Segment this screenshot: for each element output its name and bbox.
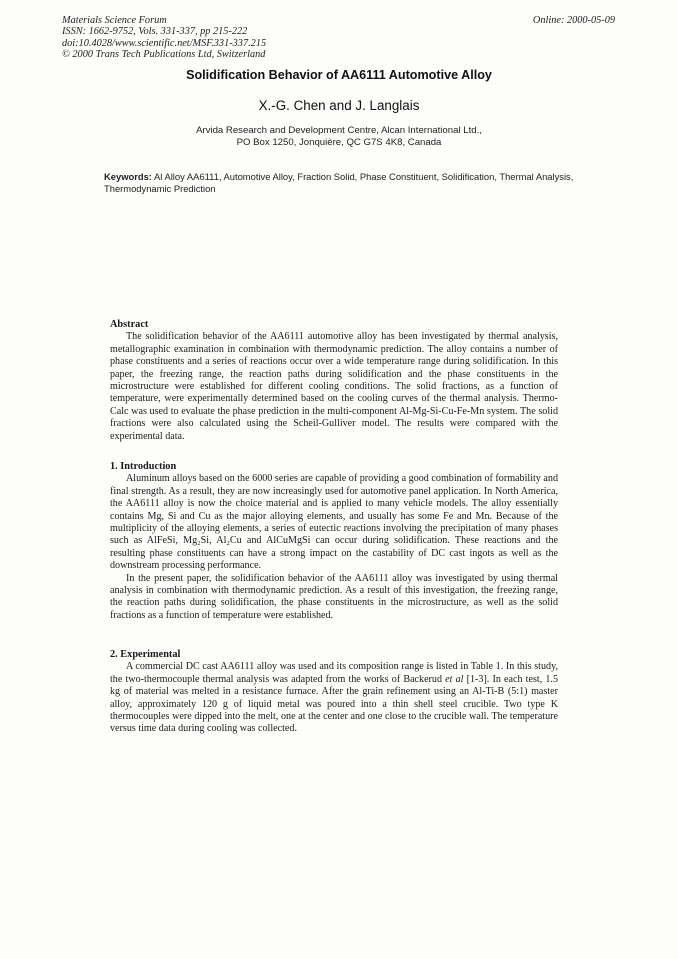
experimental-paragraph xyxy=(110,661,558,735)
introduction-paragraph-1: Aluminum alloys based on the 6000 series are capable of providing a good combination of formability and final strength. As a result, they are now increasingly used for automotive panel application. In North America, the AA6111 alloy is now the choice material and is applied to many vehicle models. The alloy essentially contains Mg, Si and Cu as the major alloying elements, and usually has some Fe and Mn. Because of the multiplicity of the alloying elements, a series of eutectic reactions involving the precipitation of many phases such as AlFeSi, Mg₂Si, Al₂Cu and AlCuMgSi can occur during solidification. These reactions and the resulting phase constituents can have a strong impact on the castability of DC cast ingots as well as the downstream processing performance. xyxy=(110,473,558,572)
affiliation xyxy=(0,125,678,149)
experimental-text-b: [1-3]. In each test, 1.5 kg of material was melted in a resistance furnace. After the grain refinement using an Al-Ti-B (5:1) master alloy, approximately 120 g of liquid metal was poured into a thin shell steel crucible. Two type K thermocouples were dipped into the melt, one at the center and one close to the crucible wall. The temperature versus time data during cooling was collected. xyxy=(110,673,558,735)
doi-line[interactable]: doi:10.4028/www.scientific.net/MSF.331-337.215 xyxy=(62,37,267,49)
et-al-italic: et al xyxy=(445,673,464,685)
keywords-block xyxy=(104,171,574,195)
issn-line: ISSN: 1662-9752, Vols. 331-337, pp 215-222 xyxy=(62,26,248,38)
experimental-text-a: A commercial DC cast AA6111 alloy was used and its composition range is listed in Table 1. In this study, the two-thermocouple thermal analysis was adapted from the works of Backerud xyxy=(110,661,558,685)
keywords-text: Al Alloy AA6111, Automotive Alloy, Fraction Solid, Phase Constituent, Solidification, Thermal Analysis, Thermodynamic Prediction xyxy=(104,171,574,194)
experimental-section xyxy=(110,649,558,736)
journal-name: Materials Science Forum xyxy=(62,15,167,26)
online-date: Online: 2000-05-09 xyxy=(532,15,615,26)
introduction-heading: 1. Introduction xyxy=(110,461,177,472)
affiliation-line-2: PO Box 1250, Jonquière, QC G7S 4K8, Canada xyxy=(236,137,442,148)
introduction-section xyxy=(110,461,558,622)
keywords-label: Keywords: xyxy=(104,171,152,182)
paper-title: Solidification Behavior of AA6111 Automotive Alloy xyxy=(186,68,492,82)
abstract-text: The solidification behavior of the AA6111 automotive alloy has been investigated by thermal analysis, metallographic examination in combination with thermodynamic prediction. The alloy contains a number of phase constituents and a series of reactions occur over a wide temperature range during solidification. In this paper, the freezing range, the reaction paths during solidification and the phase constituents in the microstructure were established for different cooling conditions. The solid fractions, as a function of temperature, were experimentally determined based on the cooling curves of the thermal analysis. Thermo-Calc was used to evaluate the phase prediction in the multi-component Al-Mg-Si-Cu-Fe-Mn system. The solid fractions were also calculated using the Scheil-Gulliver model. The results were compared with the experimental data. xyxy=(110,331,558,442)
copyright-line: © 2000 Trans Tech Publications Ltd, Switzerland xyxy=(62,49,266,61)
experimental-heading: 2. Experimental xyxy=(110,649,181,660)
affiliation-line-1: Arvida Research and Development Centre, Alcan International Ltd., xyxy=(196,125,482,136)
abstract-section xyxy=(110,319,558,443)
paper-authors: X.-G. Chen and J. Langlais xyxy=(258,98,420,113)
abstract-heading: Abstract xyxy=(110,319,149,330)
introduction-paragraph-2: In the present paper, the solidification behavior of the AA6111 alloy was investigated by using thermal analysis in combination with thermodynamic prediction. As a result of this investigation, the freezing range, the reaction paths during solidification, the phase constituents in the microstructure, as well as the solid fractions as a function of temperature were established. xyxy=(110,572,558,621)
citation-header xyxy=(62,15,266,61)
